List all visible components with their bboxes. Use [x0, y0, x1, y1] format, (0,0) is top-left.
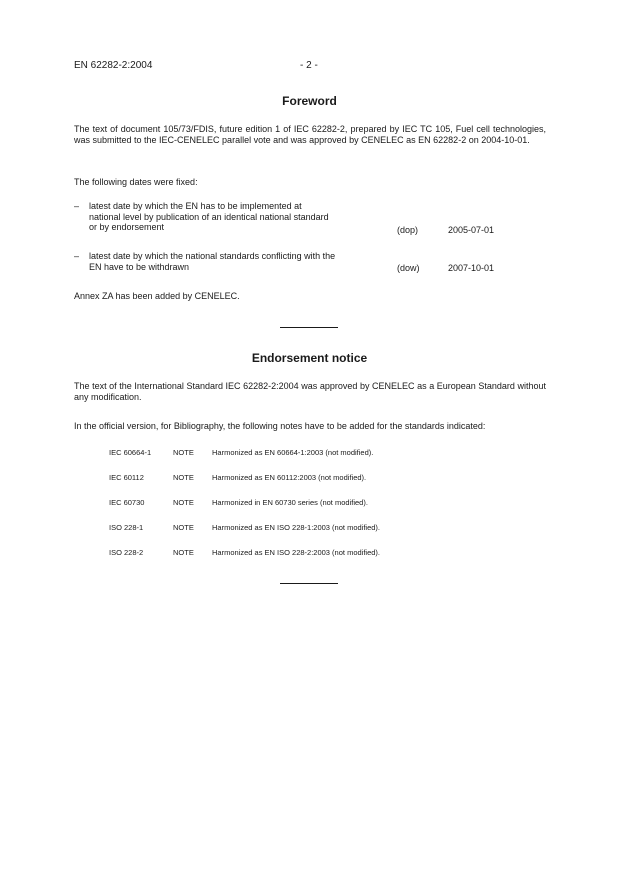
annex-note: Annex ZA has been added by CENELEC.: [74, 291, 240, 301]
note-label: NOTE: [173, 523, 194, 532]
list-bullet: –: [74, 201, 80, 211]
note-standard: IEC 60664-1: [109, 448, 152, 457]
note-standard: ISO 228-1: [109, 523, 144, 532]
foreword-intro: The text of document 105/73/FDIS, future edition 1 of IEC 62282-2, prepared by IEC TC 105, Fuel cell technologies, was submitted to the IEC-CENELEC parallel vote and was approved by CENELEC as EN 62282-2 on 2004-10-01.: [74, 124, 546, 145]
date-item-code: (dow): [397, 263, 420, 273]
document-id: EN 62282-2:2004: [74, 60, 153, 71]
dates-intro: The following dates were fixed:: [74, 177, 198, 187]
note-label: NOTE: [173, 548, 194, 557]
note-text: Harmonized as EN 60664-1:2003 (not modified).: [212, 448, 374, 457]
note-text: Harmonized as EN 60112:2003 (not modified).: [212, 473, 367, 482]
note-standard: IEC 60730: [109, 498, 145, 507]
date-item-date: 2005-07-01: [448, 225, 495, 235]
foreword-title: Foreword: [282, 94, 337, 108]
note-label: NOTE: [173, 498, 194, 507]
note-standard: ISO 228-2: [109, 548, 144, 557]
list-bullet: –: [74, 251, 80, 261]
endorsement-text: The text of the International Standard IEC 62282-2:2004 was approved by CENELEC as a European Standard without any modification.: [74, 381, 546, 402]
page-number: - 2 -: [300, 60, 318, 71]
note-text: Harmonized as EN ISO 228-1:2003 (not modified).: [212, 523, 380, 532]
note-text: Harmonized as EN ISO 228-2:2003 (not modified).: [212, 548, 380, 557]
date-item-text: latest date by which the national standards conflicting with the EN have to be withdrawn: [89, 251, 336, 272]
date-item-text: latest date by which the EN has to be implemented at national level by publication of an identical national standard or by endorsement: [89, 201, 329, 232]
note-text: Harmonized in EN 60730 series (not modified).: [212, 498, 368, 507]
date-item-date: 2007-10-01: [448, 263, 495, 273]
section-divider: [280, 583, 338, 584]
bibliography-intro: In the official version, for Bibliography, the following notes have to be added for the standards indicated:: [74, 421, 486, 431]
note-label: NOTE: [173, 473, 194, 482]
endorsement-title: Endorsement notice: [251, 351, 368, 365]
section-divider: [280, 327, 338, 328]
note-standard: IEC 60112: [109, 473, 144, 482]
date-item-code: (dop): [397, 225, 419, 235]
note-label: NOTE: [173, 448, 194, 457]
